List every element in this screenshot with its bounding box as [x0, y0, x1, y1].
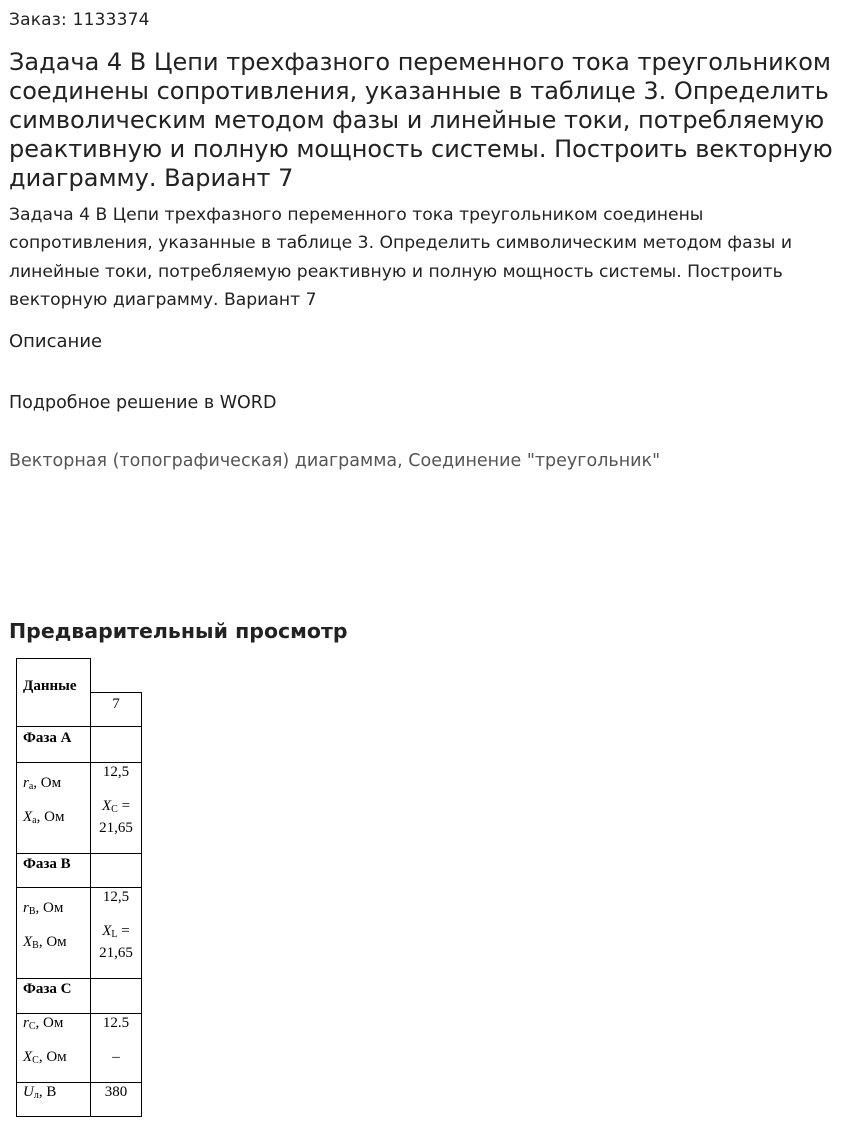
solution-format: Подробное решение в WORD [9, 393, 277, 413]
tag-separator: , [397, 451, 403, 471]
rb-value: 12,5 [102, 889, 130, 905]
xa-value: 21,65 [99, 820, 133, 836]
description-heading: Описание [9, 331, 103, 352]
tag-link[interactable]: Соединение "треугольник" [408, 451, 661, 471]
ul-value: 380 [104, 1084, 128, 1100]
xa-label: $X_a$, Ом [23, 809, 65, 826]
phase-c-label: Фаза С [23, 981, 72, 997]
task-description: Задача 4 В Цепи трехфазного переменного тока треугольником соединены сопротивления, указанные в таблице 3. Определить символическим методом фазы и линейные токи, потребляемую реактивную и полную мощность системы. Построить векторную диаграмму. Вариант 7 [9, 205, 792, 310]
rc-value: 12.5 [102, 1015, 130, 1031]
variant-number: 7 [112, 696, 120, 712]
table-header: Данные [23, 678, 77, 694]
table-cell [90, 853, 142, 888]
xb-label: $X_B$, Ом [23, 934, 67, 951]
page-title: Задача 4 В Цепи трехфазного переменного тока треугольником соединены сопротивления, указанные в таблице 3. Определить символическим методом фазы и линейные токи, потребляемую реактивную и полную мощность системы. Построить векторную диаграмму. Вариант 7 [9, 48, 833, 192]
ra-value: 12,5 [102, 764, 130, 780]
ul-label: $U_л$, В [23, 1084, 57, 1101]
ra-label: $r_a$, Ом [23, 775, 62, 792]
xb-value-label: $X_L$ = [102, 923, 130, 940]
xc-label: $X_C$, Ом [23, 1049, 67, 1066]
phase-b-label: Фаза В [23, 856, 71, 872]
order-number: Заказ: 1133374 [9, 10, 150, 30]
preview-heading: Предварительный просмотр [9, 619, 348, 643]
xc-value: – [112, 1049, 120, 1065]
tag-link[interactable]: Векторная (топографическая) диаграмма [9, 451, 398, 471]
xb-value: 21,65 [99, 945, 133, 961]
rc-label: $r_C$, Ом [23, 1015, 64, 1032]
table-cell [90, 978, 142, 1014]
tags-line [9, 451, 660, 471]
table-cell [90, 726, 142, 763]
xa-value-label: $X_C$ = [101, 798, 131, 815]
phase-a-label: Фаза А [23, 730, 72, 746]
rb-label: $r_B$, Ом [23, 900, 64, 917]
